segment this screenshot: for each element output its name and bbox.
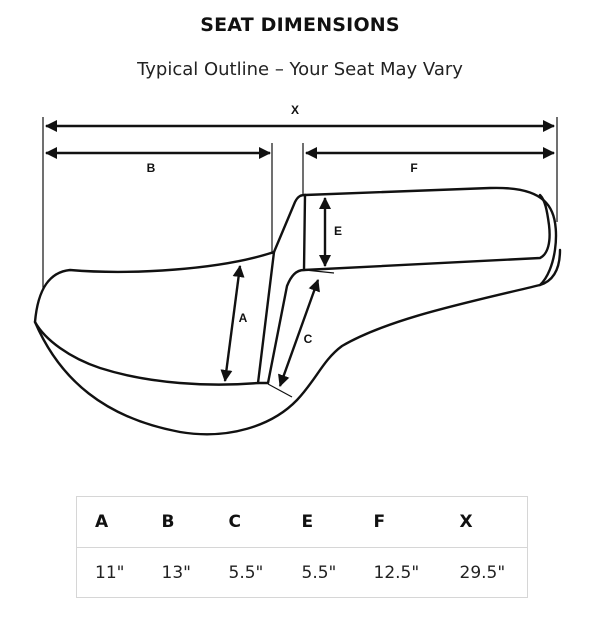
header-cell-b: B	[144, 497, 211, 548]
seat-bottom-curve	[35, 250, 560, 434]
seat-outline	[35, 188, 560, 434]
extension-lines	[43, 117, 557, 397]
dimension-b-label: B	[146, 161, 156, 175]
header-cell-x: X	[442, 497, 528, 548]
value-cell-b: 13"	[161, 562, 191, 583]
seat-rear-upper-surface	[305, 188, 556, 285]
dimension-c-label: C	[303, 332, 313, 346]
value-cell-f: 12.5"	[373, 562, 420, 583]
dimension-e-label: E	[333, 224, 343, 238]
header-cell-f: F	[356, 497, 442, 548]
value-cell-x: 29.5"	[459, 562, 506, 583]
table-header-row	[77, 497, 528, 548]
table-row	[77, 548, 528, 598]
header-cell-a: A	[77, 497, 144, 548]
dimension-x-label: X	[290, 103, 300, 117]
page-subtitle: Typical Outline – Your Seat May Vary	[137, 59, 463, 80]
header-cell-e: E	[284, 497, 356, 548]
seat-riser-back	[258, 195, 305, 383]
page-title: SEAT DIMENSIONS	[200, 14, 400, 36]
value-cell-e: 5.5"	[301, 562, 337, 583]
dimension-f-label: F	[410, 161, 418, 175]
header-cell-c: C	[211, 497, 284, 548]
value-cell-a: 11"	[95, 562, 125, 583]
dimension-a-label: A	[238, 311, 248, 325]
dimensions-table	[76, 496, 528, 598]
seat-riser-front	[274, 195, 305, 252]
value-cell-c: 5.5"	[228, 562, 264, 583]
